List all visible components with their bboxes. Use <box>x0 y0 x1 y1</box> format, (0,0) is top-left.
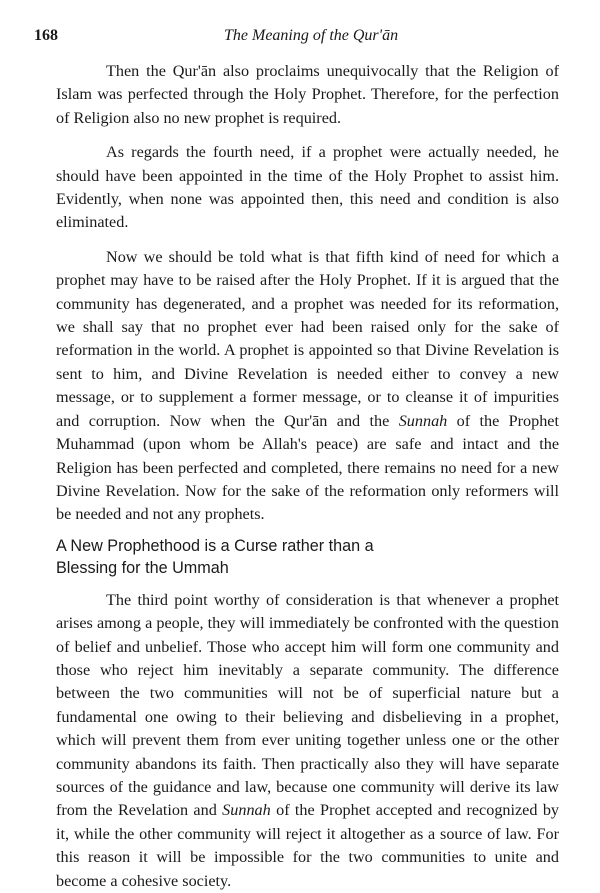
running-title: The Meaning of the Qur'ān <box>224 27 399 44</box>
sunnah-term: Sunnah <box>222 801 271 820</box>
paragraph-fifth-need <box>56 246 559 527</box>
section-heading: A New Prophethood is a Curse rather than a Blessing for the Ummah <box>56 536 374 577</box>
paragraph-third-point-text-b: of the Prophet accepted and recognized by it, while the other community will reject it altogether as a source of law. For this reason it will be impossible for the two communities to unite and become a cohesive society. <box>56 801 560 890</box>
sunnah-term: Sunnah <box>398 411 448 430</box>
page-header <box>34 27 554 49</box>
paragraph-third-point-text-a: The third point worthy of consideration is that whenever a prophet arises among a people, they will immediately be confronted with the question of belief and unbelief. Those who accept him will form one community and those who reject him inevitably a separate community. The difference between the two communities will not be of superficial nature but a fundamental one owing to their believing and disbelieving in a prophet, which will prevent them from ever uniting together unless one or the other community abandons its faith. Then practically also they will have separate sources of the guidance and law, because one community will derive its law from the Revelation and <box>56 590 559 820</box>
paragraph-fifth-need-text-b: of the Prophet Muhammad (upon whom be Allah's peace) are safe and intact and the Religion has been perfected and completed, there remains no need for a new Divine Revelation. Now for the sake of the reformation only reformers will be needed and not any prophets. <box>56 411 559 524</box>
paragraph-fourth-need: As regards the fourth need, if a prophet were actually needed, he should have been appointed in the time of the Holy Prophet to assist him. Evidently, when none was appointed then, this need and condition is also eliminated. <box>56 143 559 232</box>
page-number: 168 <box>34 27 58 44</box>
paragraph-third-point <box>56 589 559 893</box>
paragraph-perfection-of-religion: Then the Qur'ān also proclaims unequivocally that the Religion of Islam was perfected through the Holy Prophet. Therefore, for the perfection of Religion also no new prophet is required. <box>56 62 559 127</box>
page-body <box>56 60 559 893</box>
paragraph-fifth-need-text-a: Now we should be told what is that fifth kind of need for which a prophet may have to be raised after the Holy Prophet. If it is argued that the community has degenerated, and a prophet was needed for its reformation, we shall say that no prophet ever had been raised only for the sake of reformation in the world. A prophet is appointed so that Divine Revelation is sent to him, and Divine Revelation is needed either to convey a new message, or to supplement a former message, or to cleanse it of impurities and corruption. Now when the Qur'ān and the <box>56 247 559 430</box>
